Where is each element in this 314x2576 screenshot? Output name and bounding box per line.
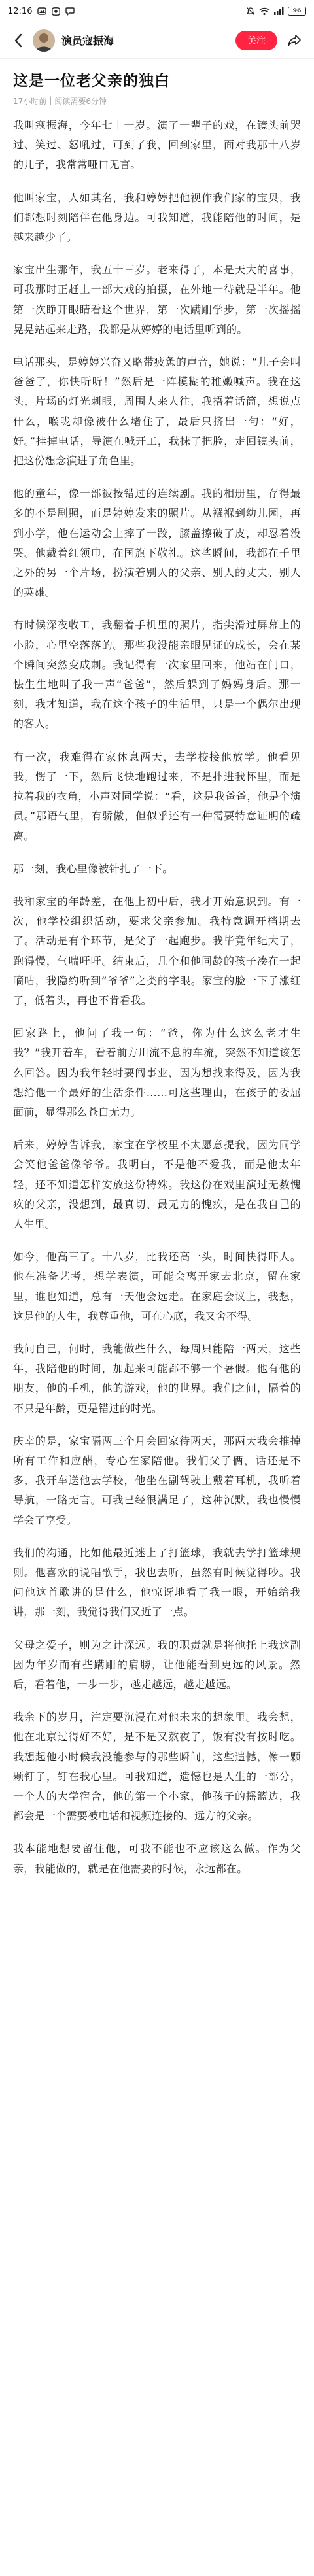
author-avatar[interactable]	[33, 29, 55, 52]
article-paragraph: 回家路上，他问了我一句：“爸，你为什么这么老才生我？”我开着车，看着前方川流不息的车流，突然不知道该怎么回答。因为我年轻时要闯事业，因为想找来得及，因为我想给他一个最好的生活条件……可这些理由，在孩子的委屈面前，显得那么苍白无力。	[13, 1027, 301, 1118]
share-button[interactable]	[284, 31, 305, 50]
mute-icon	[246, 7, 255, 16]
article	[0, 71, 314, 1879]
status-bar	[0, 0, 314, 22]
article-body	[13, 116, 301, 1879]
article-paragraph: 有时候深夜收工，我翻着手机里的照片，指尖滑过屏幕上的小脸，心里空落落的。那些我没能亲眼见证的成长，会在某个瞬间突然变成刺。我记得有一次家里回来，他站在门口，怯生生地叫了我一声“爸爸”，然后躲到了妈妈身后。那一刻，我才知道，我在这个孩子的生活里，只是一个偶尔出现的客人。	[13, 619, 301, 730]
article-paragraph: 他的童年，像一部被按错过的连续剧。我的相册里，存得最多的不是剧照，而是婷婷发来的照片。从襁褓到幼儿园，再到小学，他在运动会上摔了一跤，膝盖擦破了皮，却忍着没哭。他戴着红领巾，在国旗下敬礼。这些瞬间，我都在千里之外的另一个片场，扮演着别人的父亲、别人的丈夫、别人的英雄。	[13, 487, 301, 599]
author-name[interactable]: 演员寇振海	[61, 35, 114, 47]
article-paragraph: 家宝出生那年，我五十三岁。老来得子，本是天大的喜事，可我那时正赶上一部大戏的拍摄，在外地一待就是半年。他第一次睁开眼睛看这个世界，第一次蹒跚学步，第一次摇摇晃晃站起来走路，我都是从婷婷的电话里听到的。	[13, 264, 301, 335]
status-time: 12:16	[8, 6, 33, 16]
author-header	[0, 22, 314, 59]
avatar-photo	[33, 29, 55, 52]
article-paragraph: 有一次，我难得在家休息两天，去学校接他放学。他看见我，愣了一下，然后飞快地跑过来，不是扑进我怀里，而是拉着我的衣角，小声对同学说：“看，这是我爸爸，他是个演员。”那语气里，有骄傲，但似乎还有一种需要特意证明的疏离。	[13, 750, 301, 842]
status-right	[246, 7, 306, 16]
back-button[interactable]	[9, 31, 27, 50]
article-title: 这是一位老父亲的独白	[13, 73, 170, 90]
article-paragraph: 我和家宝的年龄差，在他上初中后，我才开始意识到。有一次，他学校组织活动，要求父亲参加。我特意调开档期去了。活动是有个环节，是父子一起跑步。我毕竟年纪大了，跑得慢，气喘吁吁。结束后，几个和他同龄的孩子凑在一起嘀咕，我隐约听到“爷爷”之类的字眼。家宝的脸一下子涨红了，低着头，再也不肯看我。	[13, 895, 301, 1006]
share-icon	[287, 34, 302, 47]
publish-time: 17小时前	[13, 97, 47, 106]
article-paragraph: 庆幸的是，家宝隔两三个月会回家待两天，那两天我会推掉所有工作和应酬，专心在家陪他。我们父子俩，话还是不多，我开车送他去学校，他坐在副驾驶上戴着耳机，我听着导航，一路无言。可我已经很满足了，这种沉默，我也慢慢学会了享受。	[13, 1434, 301, 1526]
read-time: 阅读需要6分钟	[54, 97, 107, 106]
article-paragraph: 电话那头，是婷婷兴奋又略带疲惫的声音，她说：“儿子会叫爸爸了，你快听听！”然后是一阵模糊的稚嫩喊声。我在这头，片场的灯光刺眼，周围人来人往，我捂着话筒，想说点什么，喉咙却像被什么堵住了，最后只挤出一句：“好，好。”挂掉电话，导演在喊开工，我抹了把脸，走回镜头前，把这份想念演进了角色里。	[13, 356, 301, 468]
signal-icon	[273, 7, 284, 15]
article-paragraph: 后来，婷婷告诉我，家宝在学校里不太愿意提我，因为同学会笑他爸爸像爷爷。我明白，不是他不爱我，而是他太年轻，还不知道怎样安放这份特殊。我这份在戏里演过无数愧疚的父亲，没想到，最真切、最无力的愧疚，是在我自己的人生里。	[13, 1139, 301, 1230]
article-paragraph: 父母之爱子，则为之计深远。我的职责就是将他托上我这副因为年岁而有些蹒跚的肩膀，让他能看到更远的风景。然后，看着他，一步一步，越走越远，越走越远。	[13, 1638, 301, 1691]
article-paragraph: 我余下的岁月，注定要沉浸在对他未来的想象里。我会想，他在北京过得好不好，是不是又熬夜了，饭有没有按时吃。我想起他小时候我没能参与的那些瞬间，这些遗憾，像一颗颗钉子，钉在我心里。可我知道，遗憾也是人生的一部分，一个人的大学宿舍，他的第一个小家，他孩子的摇篮边，我都会是一个需要被电话和视频连接的、远方的父亲。	[13, 1711, 301, 1823]
wifi-icon	[259, 7, 270, 16]
message-notification-icon	[65, 7, 75, 16]
article-paragraph: 如今，他高三了。十八岁，比我还高一头，时间快得吓人。他在准备艺考，想学表演，可能会离开家去北京，留在家里，谁也知道，总有一天他会远走。在家庭会议上，我想，这是他的人生，我尊重他，可在心底，我又舍不得。	[13, 1250, 301, 1322]
article-paragraph: 我问自己，何时，我能做些什么，每周只能陪一两天，这些年，我陪他的时间，加起来可能都不够一个暑假。他有他的朋友，他的手机，他的游戏，他的世界。我们之间，隔着的不只是年龄，更是错过的时光。	[13, 1342, 301, 1415]
article-paragraph: 他叫家宝，人如其名，我和婷婷把他视作我们家的宝贝，我们都想时刻陪伴在他身边。可我知道，我能陪他的时间，是越来越少了。	[13, 191, 301, 244]
article-paragraph: 我本能地想要留住他，可我不能也不应该这么做。作为父亲，我能做的，就是在他需要的时候，永远都在。	[13, 1842, 301, 1875]
gallery-notification-icon	[37, 7, 46, 15]
meta-separator: |	[49, 95, 52, 105]
follow-button[interactable]: 关注	[236, 31, 277, 50]
chevron-left-icon	[14, 33, 23, 48]
article-meta	[13, 95, 301, 107]
article-paragraph: 我们的沟通，比如他最近迷上了打篮球，我就去学打篮球规则。他喜欢的说唱歌手，我也去听，虽然有时候觉得吵。我问他这首歌讲的是什么，他惊讶地看了我一眼，开始给我讲，那一刻，我觉得我们又近了一点。	[13, 1546, 301, 1619]
battery-indicator: 96	[288, 7, 306, 16]
app-notification-icon	[52, 7, 60, 16]
article-paragraph: 我叫寇振海，今年七十一岁。演了一辈子的戏，在镜头前哭过、笑过、怒吼过，可到了我，回到家里，面对我那十八岁的儿子，我常常哑口无言。	[13, 119, 301, 171]
status-left	[8, 7, 75, 16]
article-paragraph: 那一刻，我心里像被针扎了一下。	[13, 862, 173, 875]
